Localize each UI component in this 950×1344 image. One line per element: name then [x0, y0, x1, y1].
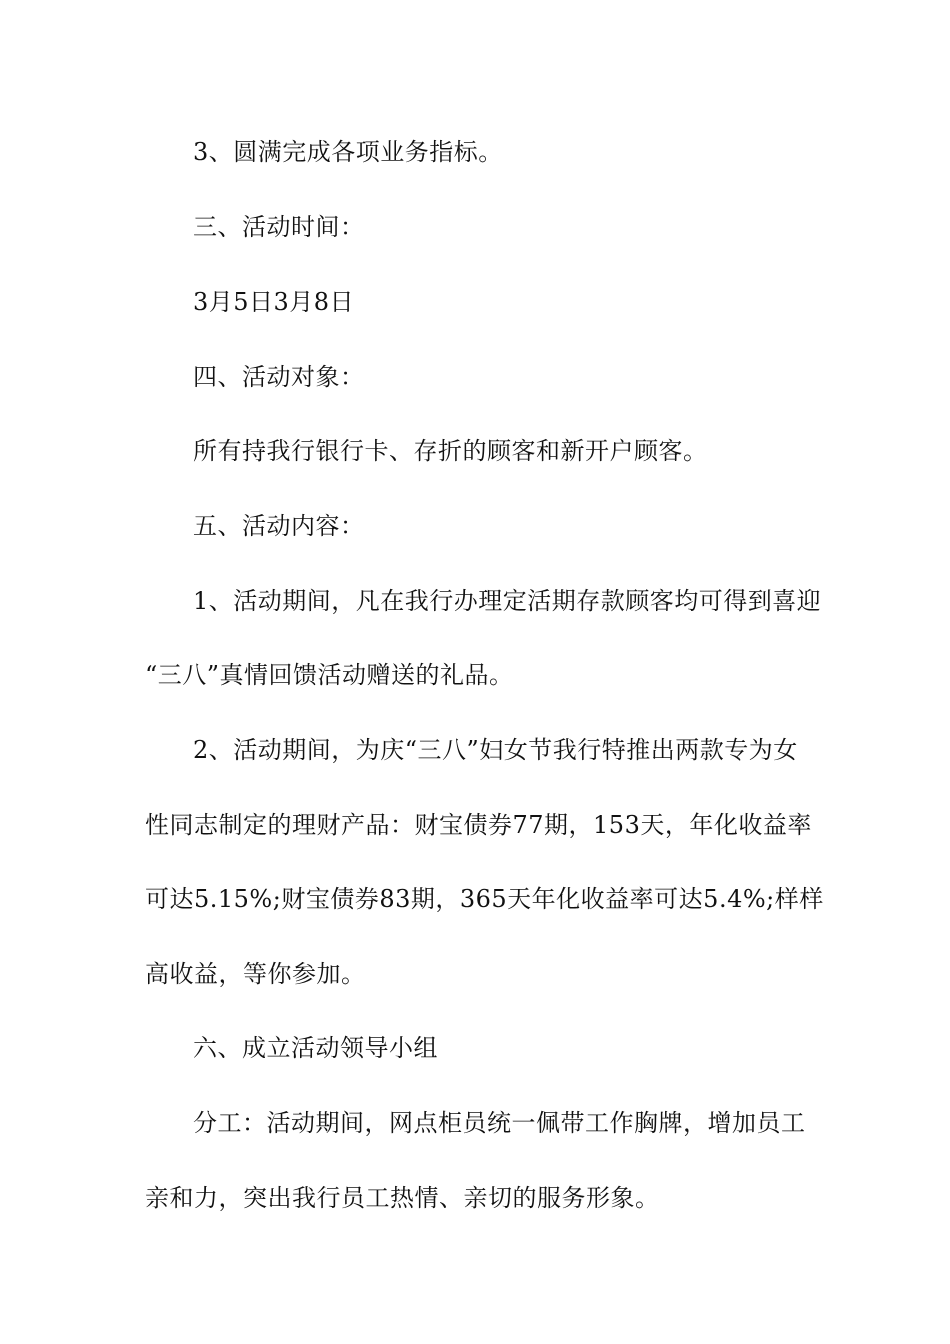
goal-item-3: 3、圆满完成各项业务指标。 — [193, 138, 503, 166]
content-item-2-line-2: 性同志制定的理财产品：财宝债券77期，153天，年化收益率 — [145, 811, 812, 839]
section-heading-audience: 四、活动对象： — [193, 363, 365, 391]
content-item-2-line-3: 可达5.15%;财宝债券83期，365天年化收益率可达5.4%;样样 — [145, 885, 824, 913]
content-item-2-line-1: 2、活动期间，为庆“三八”妇女节我行特推出两款专为女 — [193, 736, 798, 764]
content-item-1-line-2: “三八”真情回馈活动赠送的礼品。 — [145, 661, 514, 689]
audience-description: 所有持我行银行卡、存折的顾客和新开户顾客。 — [193, 437, 708, 465]
section-heading-time: 三、活动时间： — [193, 213, 365, 241]
section-heading-content: 五、活动内容： — [193, 512, 365, 540]
division-of-labor-line-2: 亲和力，突出我行员工热情、亲切的服务形象。 — [145, 1184, 660, 1212]
section-heading-leadership: 六、成立活动领导小组 — [193, 1034, 438, 1062]
activity-date-range: 3月5日3月8日 — [193, 288, 355, 316]
content-item-1-line-1: 1、活动期间，凡在我行办理定活期存款顾客均可得到喜迎 — [193, 587, 822, 615]
division-of-labor-line-1: 分工：活动期间，网点柜员统一佩带工作胸牌，增加员工 — [193, 1109, 806, 1137]
content-item-2-line-4: 高收益，等你参加。 — [145, 960, 366, 988]
